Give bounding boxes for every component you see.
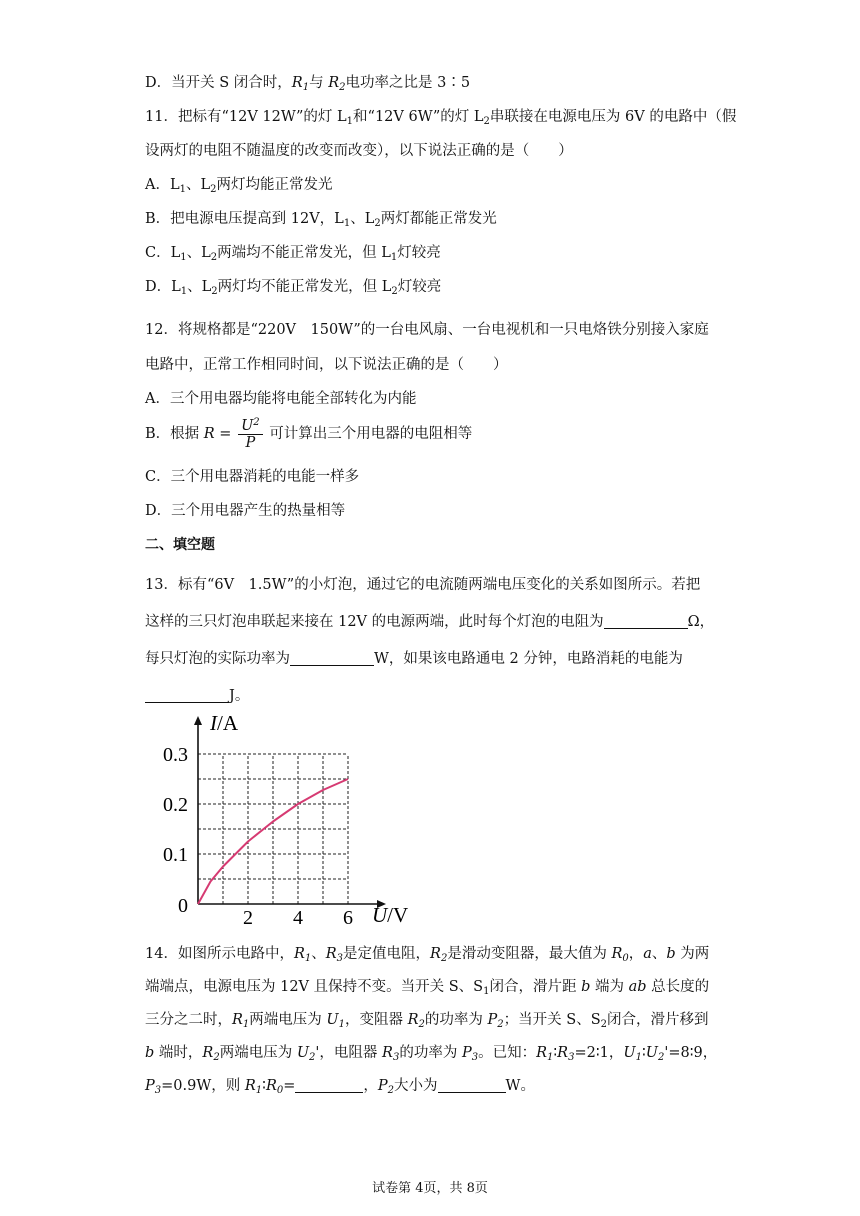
t: U xyxy=(296,1045,310,1061)
q13-stem-line1: 13．标有“6V 1.5W”的小灯泡，通过它的电流随两端电压变化的关系如图所示。若把 xyxy=(145,577,701,593)
q11-ds1: 1 xyxy=(180,286,188,297)
y-axis-arrow xyxy=(194,716,202,725)
q13-l3a: 每只灯泡的实际功率为 xyxy=(145,651,290,667)
q11-as1: 1 xyxy=(179,184,186,195)
t: 3 xyxy=(154,1085,162,1096)
q13-l2a: 这样的三只灯泡串联起来接在 12V 的电源两端，此时每个灯泡的电阻为 xyxy=(145,614,604,630)
q14-line3 xyxy=(145,1010,709,1030)
q11-stem-line2: 设两灯的电阻不随温度的改变而改变），以下说法正确的是（ ） xyxy=(145,143,573,159)
t: 1 xyxy=(304,953,312,964)
q10d-mid: 与 xyxy=(309,75,329,91)
x-tick-label: 4 xyxy=(293,907,303,929)
t: 1 xyxy=(338,1019,346,1030)
t: 2 xyxy=(657,1052,665,1063)
q11-l1c: 串联接在电源电压为 6V 的电路中（假 xyxy=(489,109,737,125)
t: = xyxy=(283,1078,296,1094)
fraction-denominator: P xyxy=(245,434,256,451)
t: P xyxy=(487,1012,498,1028)
q11-ds2: 2 xyxy=(211,286,218,297)
r1-symbol: R xyxy=(291,75,303,91)
t: R xyxy=(430,946,441,962)
q11-l1s1: 1 xyxy=(346,116,354,127)
q11-d1: D．L xyxy=(145,279,181,295)
q10d-tail: 电功率之比是 3∶5 xyxy=(345,75,471,91)
q10-option-d xyxy=(145,73,470,93)
q11-d3: 两灯均不能正常发光，但 L xyxy=(217,279,392,295)
q11-l1a: 11．把标有“12V 12W”的灯 L xyxy=(145,109,347,125)
q11-c4: 灯较亮 xyxy=(397,245,441,261)
t: 闭合，滑片移到 xyxy=(607,1012,709,1028)
t: R xyxy=(325,946,337,962)
t: P xyxy=(145,1078,155,1094)
q12-b1: B．根据 xyxy=(145,426,204,442)
q11-b1: B．把电源电压提高到 12V，L xyxy=(145,211,344,227)
q11-as2: 2 xyxy=(210,184,217,195)
t: 0 xyxy=(622,953,629,964)
t: 2 xyxy=(418,1019,425,1030)
q11-c3: 两端均不能正常发光，但 L xyxy=(217,245,391,261)
t: 14．如图所示电路中， xyxy=(145,946,294,962)
t: 端为 xyxy=(590,979,629,995)
y-tick-label: 0.3 xyxy=(163,744,188,766)
t: ab xyxy=(628,979,647,995)
q13-l4b: J。 xyxy=(229,688,250,704)
t: 的功率为 xyxy=(399,1045,462,1061)
t: 是定值电阻， xyxy=(343,946,431,962)
t: R xyxy=(202,1045,214,1061)
t: 总长度的 xyxy=(646,979,710,995)
t: U xyxy=(326,1012,339,1028)
q11-option-a xyxy=(145,175,333,195)
answer-blank-resistance[interactable] xyxy=(604,612,688,629)
fraction-u: U xyxy=(241,417,254,434)
t: U xyxy=(623,1045,636,1061)
q11-ds3: 2 xyxy=(391,286,398,297)
t: 2 xyxy=(440,953,448,964)
q11-stem-line1 xyxy=(145,107,736,127)
fraction-numerator xyxy=(238,418,263,435)
t: 2 xyxy=(309,1052,316,1063)
x-tick-label: 6 xyxy=(343,907,353,929)
q12-b2: 可计算出三个用电器的电阻相等 xyxy=(264,426,473,442)
q12-option-b xyxy=(145,417,472,451)
fraction-exp: 2 xyxy=(253,416,260,428)
chart-ticks xyxy=(163,744,353,929)
t: ∶ xyxy=(262,1078,266,1094)
t: R xyxy=(265,1078,277,1094)
t: 2 xyxy=(600,1019,608,1030)
t: 1 xyxy=(547,1052,554,1063)
formula-r: R xyxy=(203,426,215,442)
t: R xyxy=(232,1012,243,1028)
t: b xyxy=(666,946,676,962)
r2-sub: 2 xyxy=(339,82,346,93)
x-axis-label: U/V xyxy=(372,903,409,927)
y-tick-label: 0.1 xyxy=(163,844,188,866)
q14-line4 xyxy=(145,1043,717,1063)
q13-stem-line4 xyxy=(145,686,249,706)
t: b xyxy=(145,1045,155,1061)
q11-b2: 、L xyxy=(350,211,375,227)
q11-bs2: 2 xyxy=(374,218,381,229)
q11-bs1: 1 xyxy=(343,218,351,229)
q11-c1: C．L xyxy=(145,245,181,261)
r2-symbol: R xyxy=(328,75,340,91)
q11-c2: 、L xyxy=(186,245,211,261)
y-axis-label: I/A xyxy=(210,711,238,735)
q11-a1: A．L xyxy=(145,177,180,193)
t: 两端电压为 xyxy=(219,1045,297,1061)
t: 3 xyxy=(471,1052,479,1063)
q12-option-d: D．三个用电器产生的热量相等 xyxy=(145,503,346,519)
q12-stem-line1: 12．将规格都是“220V 150W”的一台电风扇、一台电视机和一只电烙铁分别接入家庭 xyxy=(145,322,709,338)
iu-chart xyxy=(150,710,430,930)
t: R xyxy=(407,1012,419,1028)
q12-option-a: A．三个用电器均能将电能全部转化为内能 xyxy=(145,391,417,407)
q11-l1s2: 2 xyxy=(483,116,490,127)
q11-option-d xyxy=(145,277,441,297)
axis-labels xyxy=(209,711,408,927)
q12-stem-line2: 电路中，正常工作相同时间，以下说法正确的是（ ） xyxy=(145,357,508,373)
t: 端时， xyxy=(154,1045,203,1061)
t: 3 xyxy=(392,1052,400,1063)
q11-b3: 两灯都能正常发光 xyxy=(380,211,497,227)
t: ， xyxy=(628,946,644,962)
t: ，电阻器 xyxy=(319,1045,383,1061)
t: ，变阻器 xyxy=(345,1012,408,1028)
t: 3 xyxy=(336,953,344,964)
q13-l2b: Ω， xyxy=(687,614,715,630)
q11-option-b xyxy=(145,209,497,229)
q13-stem-line2 xyxy=(145,612,714,632)
t: 为两 xyxy=(675,946,710,962)
t: 2 xyxy=(213,1052,220,1063)
answer-blank-power[interactable] xyxy=(290,649,374,666)
section-heading: 二、填空题 xyxy=(145,537,215,553)
q11-cs1: 1 xyxy=(180,252,187,263)
t: R xyxy=(382,1045,393,1061)
q11-d2: 、L xyxy=(187,279,212,295)
t: R xyxy=(536,1045,547,1061)
t: W。 xyxy=(505,1078,535,1094)
t: 1 xyxy=(255,1085,263,1096)
t: =2∶1， xyxy=(574,1045,624,1061)
formula-fraction xyxy=(238,418,263,451)
t: R xyxy=(244,1078,256,1094)
t: 大小为 xyxy=(394,1078,438,1094)
t: 0 xyxy=(276,1085,284,1096)
page-footer: 试卷第 4页，共 8页 xyxy=(372,1181,488,1196)
t: P xyxy=(377,1078,388,1094)
t: a xyxy=(643,946,652,962)
t: 端端点，电源电压为 12V 且保持不变。当开关 S、S xyxy=(145,979,484,995)
t: 。已知： xyxy=(478,1045,537,1061)
q13-stem-line3 xyxy=(145,649,683,669)
t: b xyxy=(581,979,591,995)
t: 1 xyxy=(483,986,490,997)
answer-blank-energy[interactable] xyxy=(145,686,229,703)
origin-label: 0 xyxy=(178,895,188,917)
q11-option-c xyxy=(145,243,441,263)
q11-d4: 灯较亮 xyxy=(397,279,442,295)
q10d-label: D．当开关 S 闭合时， xyxy=(145,75,292,91)
x-tick-label: 2 xyxy=(243,907,253,929)
t: =0.9W，则 xyxy=(161,1078,245,1094)
answer-blank-p2[interactable] xyxy=(438,1076,506,1093)
q11-cs3: 1 xyxy=(390,252,398,263)
q11-l1b: 和“12V 6W”的灯 L xyxy=(353,109,484,125)
t: 1 xyxy=(635,1052,642,1063)
t: 、 xyxy=(311,946,326,962)
t: 闭合，滑片距 xyxy=(489,979,582,995)
q14-line1 xyxy=(145,944,709,964)
t: 三分之二时， xyxy=(145,1012,232,1028)
y-tick-label: 0.2 xyxy=(163,794,188,816)
answer-blank-ratio[interactable] xyxy=(295,1076,363,1093)
t: ' xyxy=(315,1045,320,1061)
r1-sub: 1 xyxy=(302,82,310,93)
q11-cs2: 2 xyxy=(210,252,218,263)
q14-line2 xyxy=(145,977,709,997)
t: ， xyxy=(363,1078,378,1094)
q11-a2: 、L xyxy=(185,177,211,193)
t: U xyxy=(645,1045,658,1061)
q14-line5 xyxy=(145,1076,535,1096)
t: ∶ xyxy=(641,1045,646,1061)
t: 2 xyxy=(387,1085,395,1096)
t: 两端电压为 xyxy=(249,1012,327,1028)
chart-grid xyxy=(198,754,348,904)
t: R xyxy=(611,946,623,962)
t: R xyxy=(293,946,305,962)
t: 1 xyxy=(242,1019,250,1030)
t: 2 xyxy=(497,1019,504,1030)
t: 3 xyxy=(568,1052,575,1063)
t: R xyxy=(557,1045,569,1061)
t: 是滑动变阻器，最大值为 xyxy=(447,946,612,962)
t: ；当开关 S、S xyxy=(503,1012,601,1028)
t: 的功率为 xyxy=(424,1012,488,1028)
q11-a3: 两灯均能正常发光 xyxy=(216,177,333,193)
t: ∶ xyxy=(553,1045,558,1061)
t: '=8∶9， xyxy=(664,1045,718,1061)
formula-eq: = xyxy=(214,426,237,442)
t: 、 xyxy=(651,946,667,962)
q13-l3b: W，如果该电路通电 2 分钟，电路消耗的电能为 xyxy=(374,651,683,667)
t: P xyxy=(461,1045,472,1061)
q12-option-c: C．三个用电器消耗的电能一样多 xyxy=(145,469,360,485)
